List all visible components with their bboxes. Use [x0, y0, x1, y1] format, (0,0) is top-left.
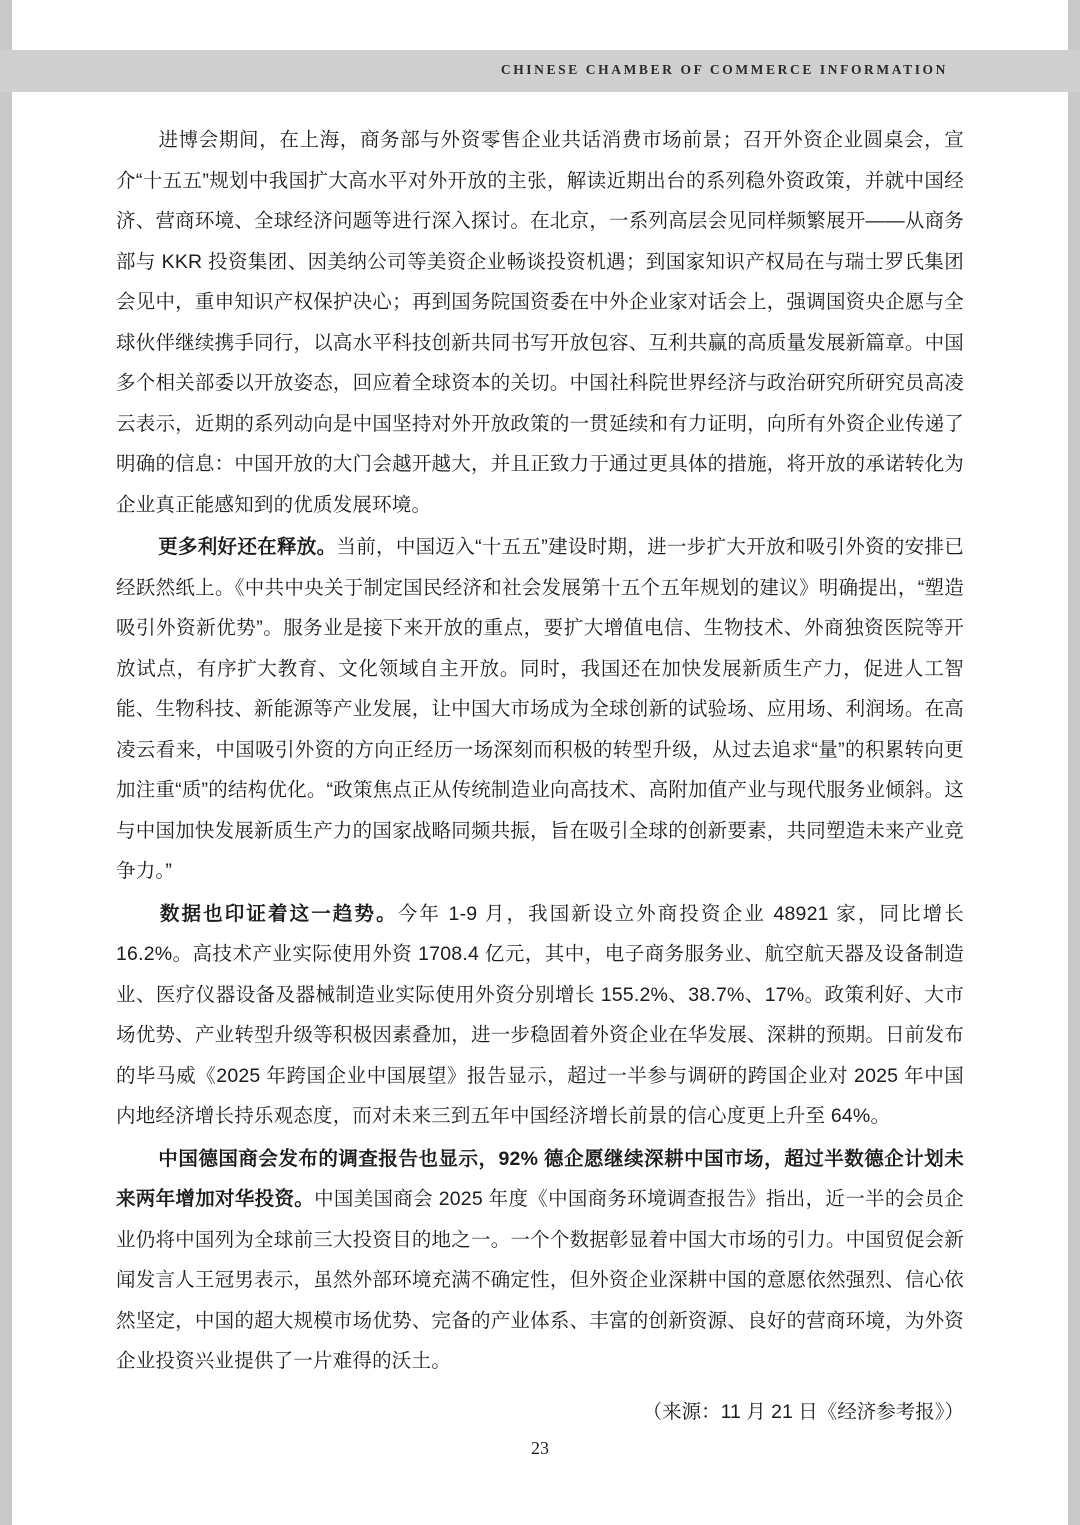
paragraph-3-text: 今年 1-9 月，我国新设立外商投资企业 48921 家，同比增长 16.2%。高技术产业实际使用外资 1708.4 亿元，其中，电子商务服务业、航空航天器及设备制造业、医疗仪器设备及器械制造业实际使用外资分别增长 155.2%、38.7%、17%。政策利好、大市场优势、产业转型升级等积极因素叠加，进一步稳固着外资企业在华发展、深耕的预期。日前发布的毕马威《2025 年跨国企业中国展望》报告显示，超过一半参与调研的跨国企业对 2025 年中国内地经济增长持乐观态度，而对未来三到五年中国经济增长前景的信心度更上升至 64%。: [116, 902, 965, 1127]
paragraph-4-text: 中国美国商会 2025 年度《中国商务环境调查报告》指出，近一半的会员企业仍将中国列为全球前三大投资目的地之一。一个个数据彰显着中国大市场的引力。中国贸促会新闻发言人王冠男表示，虽然外部环境充满不确定性，但外资企业深耕中国的意愿依然强烈、信心依然坚定，中国的超大规模市场优势、完备的产业体系、丰富的创新资源、良好的营商环境，为外资企业投资兴业提供了一片难得的沃土。: [116, 1188, 964, 1372]
page-number: 23: [531, 1438, 549, 1458]
right-edge-band: [1068, 0, 1080, 1525]
paragraph-2-text: 当前，中国迈入“十五五”建设时期，进一步扩大开放和吸引外资的安排已经跃然纸上。《中共中央关于制定国民经济和社会发展第十五个五年规划的建议》明确提出，“塑造吸引外资新优势”。服务业是接下来开放的重点，要扩大增值电信、生物技术、外商独资医院等开放试点，有序扩大教育、文化领域自主开放。同时，我国还在加快发展新质生产力，促进人工智能、生物科技、新能源等产业发展，让中国大市场成为全球创新的试验场、应用场、利润场。在高凌云看来，中国吸引外资的方向正经历一场深刻而积极的转型升级，从过去追求“量”的积累转向更加注重“质”的结构优化。“政策焦点正从传统制造业向高技术、高附加值产业与现代服务业倾斜。这与中国加快发展新质生产力的国家战略同频共振，旨在吸引全球的创新要素，共同塑造未来产业竞争力。”: [116, 536, 964, 882]
left-edge-band: [0, 0, 12, 1525]
paragraph-4-lead: 中国德国商会发布的调查报告也显示，92% 德企愿继续深耕中国市场，超过半数德企计划未来两年增加对华投资。: [116, 1147, 964, 1210]
paragraph-3: [116, 894, 964, 1137]
paragraph-4: [116, 1139, 964, 1382]
paragraph-3-lead: 数据也印证着这一趋势。: [158, 902, 398, 925]
paragraph-2: [116, 527, 964, 892]
article-body: [116, 120, 964, 1432]
paragraph-1: [116, 120, 964, 525]
source-attribution: （来源：11 月 21 日《经济参考报》）: [642, 1400, 964, 1423]
paragraph-2-lead: 更多利好还在释放。: [158, 536, 337, 558]
running-header-title: CHINESE CHAMBER OF COMMERCE INFORMATION: [500, 62, 948, 77]
paragraph-1-text: 进博会期间，在上海，商务部与外资零售企业共话消费市场前景；召开外资企业圆桌会，宣介“十五五”规划中我国扩大高水平对外开放的主张，解读近期出台的系列稳外资政策，并就中国经济、营商环境、全球经济问题等进行深入探讨。在北京，一系列高层会见同样频繁展开——从商务部与 KKR 投资集团、因美纳公司等美资企业畅谈投资机遇；到国家知识产权局在与瑞士罗氏集团会见中，重申知识产权保护决心；再到国务院国资委在中外企业家对话会上，强调国资央企愿与全球伙伴继续携手同行，以高水平科技创新共同书写开放包容、互利共赢的高质量发展新篇章。中国多个相关部委以开放姿态，回应着全球资本的关切。中国社科院世界经济与政治研究所研究员高凌云表示，近期的系列动向是中国坚持对外开放政策的一贯延续和有力证明，向所有外资企业传递了明确的信息：中国开放的大门会越开越大，并且正致力于通过更具体的措施，将开放的承诺转化为企业真正能感知到的优质发展环境。: [116, 129, 964, 516]
